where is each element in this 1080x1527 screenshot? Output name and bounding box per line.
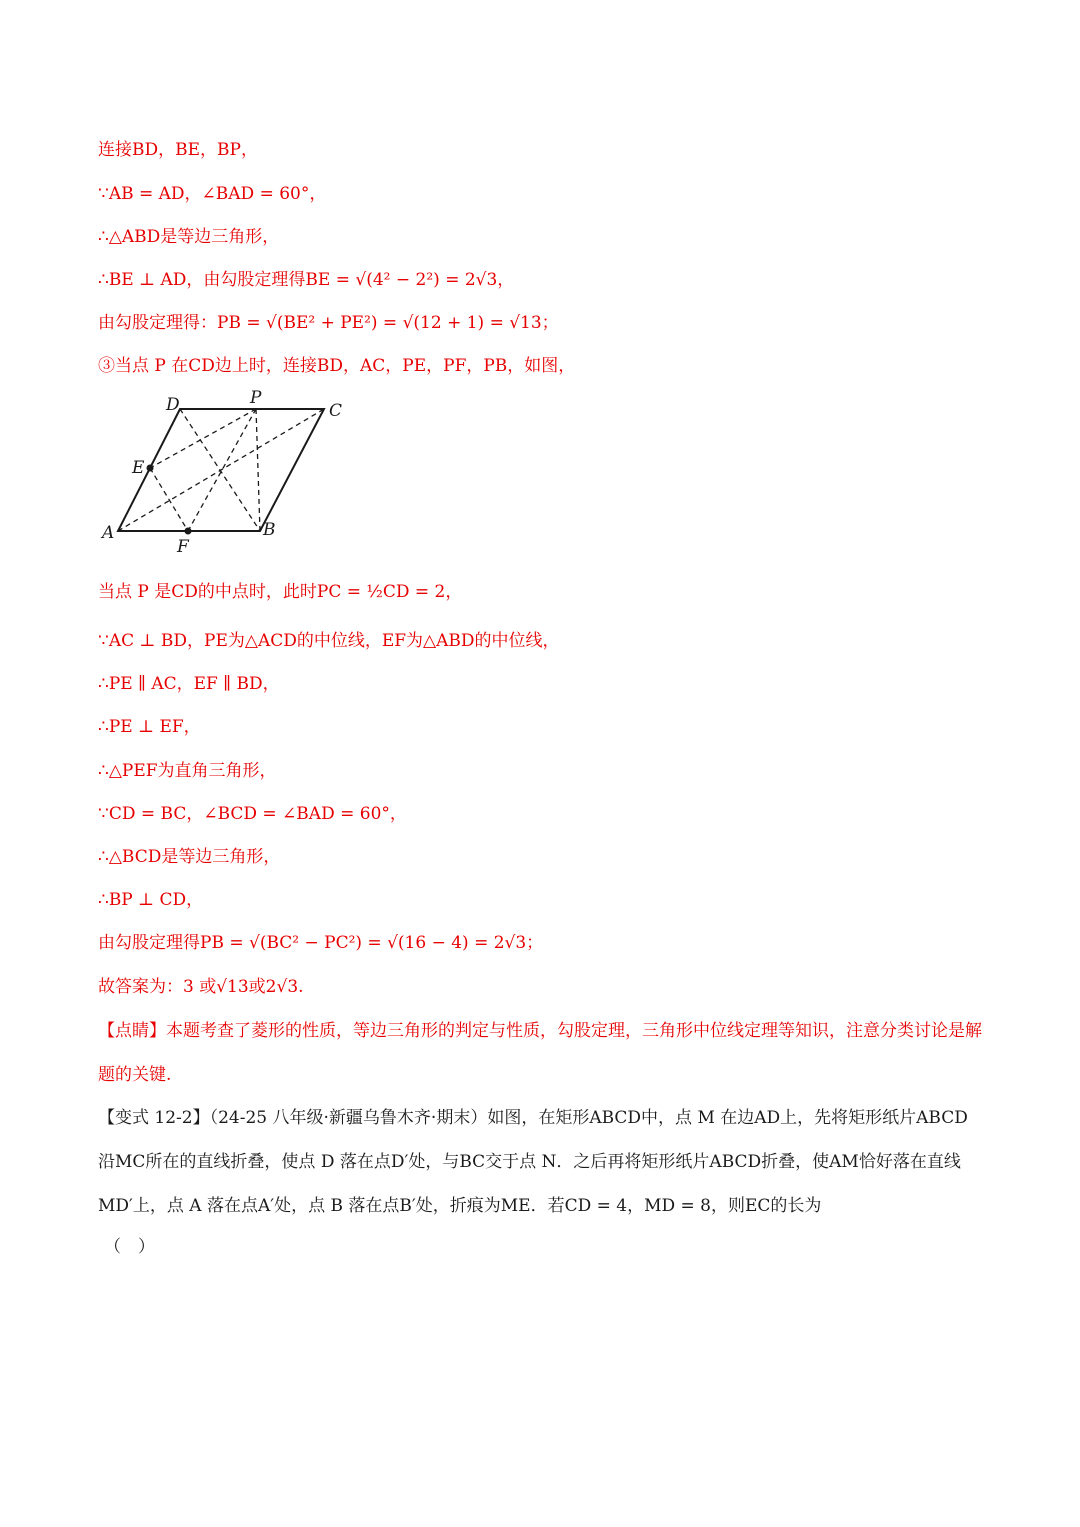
point-e-dot	[147, 465, 154, 472]
solution-line: ∵AC ⊥ BD，PE为△ACD的中位线，EF为△ABD的中位线，	[98, 631, 560, 651]
label-f: F	[177, 537, 189, 557]
label-a: A	[102, 523, 115, 543]
solution-line: ∴BP ⊥ CD，	[98, 890, 204, 910]
point-f-dot	[185, 528, 192, 535]
solution-line: ∵AB = AD，∠BAD = 60°，	[98, 184, 327, 204]
solution-line: ∴PE ∥ AC，EF ∥ BD，	[98, 674, 280, 694]
comment-paragraph: 【点睛】本题考查了菱形的性质，等边三角形的判定与性质，勾股定理，三角形中位线定理等知识，注意分类讨论是解题的关键.	[98, 1021, 982, 1085]
solution-line: 当点 P 是CD的中点时，此时PC = ½CD = 2，	[98, 582, 463, 602]
solution-line: ∵CD = BC，∠BCD = ∠BAD = 60°，	[98, 804, 407, 824]
solution-line: ∴△PEF为直角三角形，	[98, 761, 277, 781]
solution-line: 连接BD，BE，BP，	[98, 140, 258, 160]
label-b: B	[263, 520, 276, 540]
solution-line: ∴BE ⊥ AD，由勾股定理得BE = √(4² − 2²) = 2√3，	[98, 270, 515, 290]
segment-ef	[150, 468, 188, 531]
solution-line: 由勾股定理得：PB = √(BE² + PE²) = √(12 + 1) = √13；	[98, 313, 559, 333]
solution-line: ∴△BCD是等边三角形，	[98, 847, 281, 867]
rhombus-figure	[98, 386, 358, 558]
final-answer: 故答案为：3 或√13或2√3.	[98, 977, 304, 997]
label-c: C	[329, 401, 343, 421]
problem-text: 【变式 12-2】（24-25 八年级·新疆乌鲁木齐·期末）如图，在矩形ABCD中，点 M 在边AD上，先将矩形纸片ABCD沿MC所在的直线折叠，使点 D 落在点D′处，与BC交于点 N．之后再将矩形纸片ABCD折叠，使AM恰好落在直线MD′上，点 A 落在点A′处，点 B 落在点B′处，折痕为ME．若CD = 4，MD = 8，则EC的长为	[98, 1108, 968, 1216]
solution-line: 由勾股定理得PB = √(BC² − PC²) = √(16 − 4) = 2√3；	[98, 933, 544, 953]
solution-line: ∴△ABD是等边三角形，	[98, 227, 280, 247]
label-d: D	[166, 395, 180, 415]
label-p: P	[250, 388, 262, 408]
solution-line: ∴PE ⊥ EF，	[98, 717, 201, 737]
answer-blank: （ ）	[104, 1237, 155, 1257]
label-e: E	[132, 458, 145, 478]
segment-pb	[256, 409, 260, 531]
solution-line: ③当点 P 在CD边上时，连接BD，AC，PE，PF，PB，如图，	[98, 356, 576, 376]
